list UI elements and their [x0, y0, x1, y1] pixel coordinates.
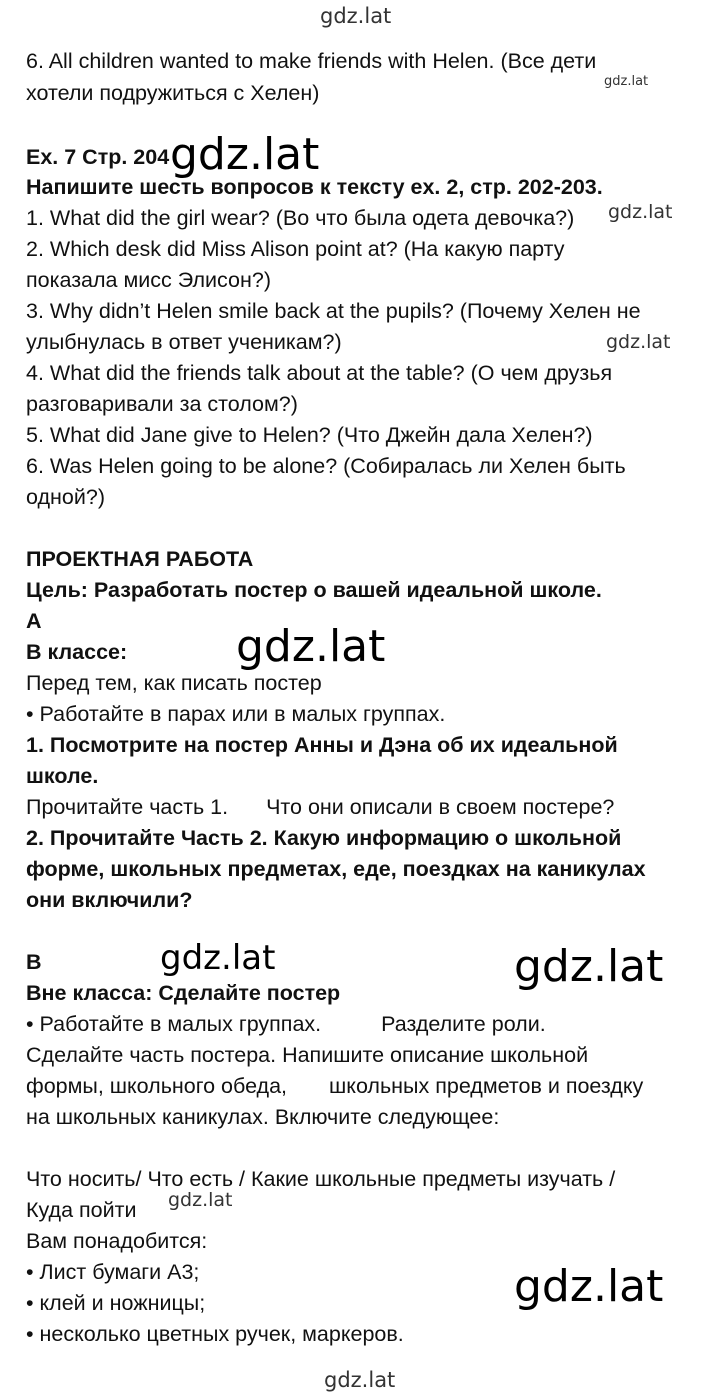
question-4-line-1: 4. What did the friends talk about at the table? (О чем друзья	[26, 361, 613, 385]
medium-watermark-b: gdz.lat	[160, 938, 276, 978]
step-2-line-3: они включили?	[26, 888, 193, 912]
large-watermark-bottom: gdz.lat	[514, 1261, 664, 1312]
section-b-label: B	[26, 950, 42, 974]
large-watermark-project: gdz.lat	[236, 621, 386, 672]
read-part-1: Прочитайте часть 1.	[26, 795, 229, 819]
project-title: ПРОЕКТНАЯ РАБОТА	[26, 547, 254, 571]
large-watermark-ex7: gdz.lat	[170, 129, 320, 180]
ex7-task: Напишите шесть вопросов к тексту ex. 2, стр. 202-203.	[26, 175, 603, 199]
header-watermark: gdz.lat	[320, 4, 392, 28]
step-2-line-2: форме, школьных предметах, еде, поездках на каникулах	[26, 857, 646, 881]
step-2-line-1: 2. Прочитайте Часть 2. Какую информацию о школьной	[26, 826, 622, 850]
small-watermark-q1: gdz.lat	[608, 201, 673, 223]
question-6-line-2: одной?)	[26, 485, 105, 509]
divide-roles-text: Разделите роли.	[381, 1012, 546, 1036]
need-item-pens-markers: • несколько цветных ручек, маркеров.	[26, 1322, 404, 1346]
prev-sentence-line-1: 6. All children wanted to make friends with Helen. (Все дети	[26, 49, 597, 73]
make-poster-line-2	[26, 1071, 643, 1101]
question-1: 1. What did the girl wear? (Во что была одета девочка?)	[26, 206, 575, 230]
step-1-line-2: школе.	[26, 764, 99, 788]
question-3-line-2: улыбнулась в ответ ученикам?)	[26, 330, 342, 354]
include-list-line-1: Что носить/ Что есть / Какие школьные предметы изучать /	[26, 1167, 616, 1191]
include-list-line-2: Куда пойти	[26, 1198, 137, 1222]
bullet-work-groups: • Работайте в малых группах.	[26, 1012, 322, 1036]
make-poster-line-1: Сделайте часть постера. Напишите описание школьной	[26, 1043, 589, 1067]
large-watermark-right: gdz.lat	[514, 941, 664, 992]
make-poster-line-2b: школьных предметов и поездку	[329, 1074, 644, 1098]
question-3-line-1: 3. Why didn’t Helen smile back at the pupils? (Почему Хелен не	[26, 299, 641, 323]
ex7-heading: Ex. 7 Стр. 204	[26, 145, 170, 169]
question-6-line-1: 6. Was Helen going to be alone? (Собиралась ли Хелен быть	[26, 454, 626, 478]
question-2-line-2: показала мисс Элисон?)	[26, 268, 271, 292]
bullet-groups-row	[26, 1009, 546, 1039]
in-class-heading: В классе:	[26, 640, 128, 664]
step-1-line-1: 1. Посмотрите на постер Анны и Дэна об их идеальной	[26, 733, 618, 757]
make-poster-line-2a: формы, школьного обеда,	[26, 1074, 288, 1098]
question-5: 5. What did Jane give to Helen? (Что Джейн дала Хелен?)	[26, 423, 593, 447]
prev-sentence-line-2: хотели подружиться с Хелен)	[26, 81, 320, 105]
what-described-question: Что они описали в своем постере?	[266, 795, 615, 819]
project-goal: Цель: Разработать постер о вашей идеальной школе.	[26, 578, 602, 602]
read-part-1-row	[26, 792, 614, 822]
you-will-need: Вам понадобится:	[26, 1229, 208, 1253]
question-2-line-1: 2. Which desk did Miss Alison point at? (На какую парту	[26, 237, 565, 261]
make-poster-line-3: на школьных каникулах. Включите следующее:	[26, 1105, 500, 1129]
tiny-watermark: gdz.lat	[604, 74, 649, 89]
small-watermark-kuda: gdz.lat	[168, 1189, 233, 1211]
before-poster-text: Перед тем, как писать постер	[26, 671, 322, 695]
out-class-heading: Вне класса: Сделайте постер	[26, 981, 341, 1005]
bullet-work-pairs: • Работайте в парах или в малых группах.	[26, 702, 446, 726]
question-4-line-2: разговаривали за столом?)	[26, 392, 298, 416]
small-watermark-q3: gdz.lat	[606, 331, 671, 353]
need-item-glue-scissors: • клей и ножницы;	[26, 1291, 206, 1315]
footer-watermark: gdz.lat	[324, 1368, 396, 1392]
section-a-label: A	[26, 609, 42, 633]
need-item-paper: • Лист бумаги А3;	[26, 1260, 200, 1284]
